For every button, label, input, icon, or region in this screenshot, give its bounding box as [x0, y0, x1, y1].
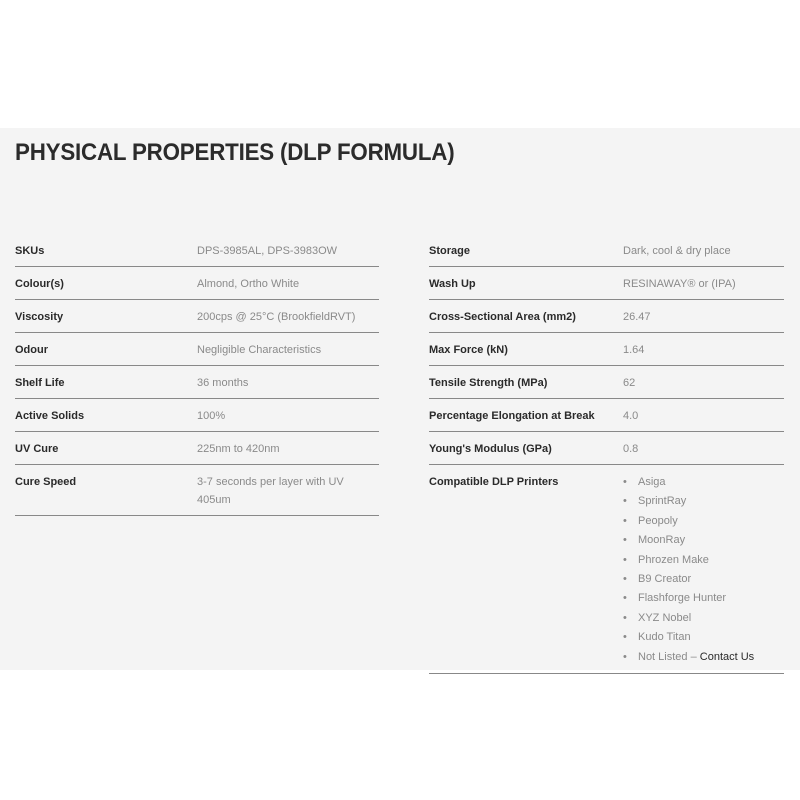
table-row — [429, 366, 784, 399]
property-label: Cross-Sectional Area (mm2) — [429, 300, 623, 333]
printer-list — [623, 473, 784, 667]
page-title: PHYSICAL PROPERTIES (DLP FORMULA) — [15, 139, 455, 166]
table-row — [15, 333, 379, 366]
properties-table-left — [15, 234, 379, 516]
property-label: Percentage Elongation at Break — [429, 399, 623, 432]
list-item: • Asiga — [623, 473, 784, 492]
table-row — [429, 399, 784, 432]
table-row — [15, 465, 379, 516]
property-label: Young's Modulus (GPa) — [429, 432, 623, 465]
list-item: • MoonRay — [623, 531, 784, 550]
contact-us-link[interactable]: Contact Us — [699, 650, 755, 663]
property-value: 3-7 seconds per layer with UV 405um — [197, 465, 379, 516]
property-label: Wash Up — [429, 267, 623, 300]
property-label: SKUs — [15, 234, 197, 267]
property-label: Storage — [429, 234, 623, 267]
property-value: 1.64 — [623, 333, 784, 366]
property-label: Colour(s) — [15, 267, 197, 300]
table-row — [15, 366, 379, 399]
property-label: Shelf Life — [15, 366, 197, 399]
list-item-not-listed — [623, 648, 784, 667]
table-row — [429, 465, 784, 674]
list-item: • Flashforge Hunter — [623, 589, 784, 608]
property-value: DPS-3985AL, DPS-3983OW — [197, 234, 379, 267]
property-value: 100% — [197, 399, 379, 432]
property-value: 26.47 — [623, 300, 784, 333]
properties-table-right — [429, 234, 784, 674]
list-item: • B9 Creator — [623, 570, 784, 589]
printer-list-cell — [623, 465, 784, 674]
property-label: Odour — [15, 333, 197, 366]
list-item: • SprintRay — [623, 492, 784, 511]
table-row — [15, 432, 379, 465]
list-item: • Phrozen Make — [623, 551, 784, 570]
property-label: Viscosity — [15, 300, 197, 333]
property-value: Negligible Characteristics — [197, 333, 379, 366]
property-label: Compatible DLP Printers — [429, 465, 623, 674]
property-label: Active Solids — [15, 399, 197, 432]
property-label: Cure Speed — [15, 465, 197, 516]
property-value: 0.8 — [623, 432, 784, 465]
table-row — [429, 300, 784, 333]
table-row — [15, 267, 379, 300]
table-row — [15, 300, 379, 333]
not-listed-text: Not Listed – — [638, 650, 700, 663]
property-label: Tensile Strength (MPa) — [429, 366, 623, 399]
list-item: • XYZ Nobel — [623, 609, 784, 628]
list-item: • Peopoly — [623, 512, 784, 531]
table-row — [429, 333, 784, 366]
property-value: Almond, Ortho White — [197, 267, 379, 300]
property-value: 225nm to 420nm — [197, 432, 379, 465]
property-label: Max Force (kN) — [429, 333, 623, 366]
table-row — [15, 399, 379, 432]
property-value: Dark, cool & dry place — [623, 234, 784, 267]
property-value: 200cps @ 25°C (BrookfieldRVT) — [197, 300, 379, 333]
table-row — [429, 267, 784, 300]
list-item: • Kudo Titan — [623, 628, 784, 647]
table-row — [429, 234, 784, 267]
property-value: 4.0 — [623, 399, 784, 432]
table-row — [429, 432, 784, 465]
table-row — [15, 234, 379, 267]
property-value: 36 months — [197, 366, 379, 399]
property-label: UV Cure — [15, 432, 197, 465]
property-value: RESINAWAY® or (IPA) — [623, 267, 784, 300]
property-value: 62 — [623, 366, 784, 399]
